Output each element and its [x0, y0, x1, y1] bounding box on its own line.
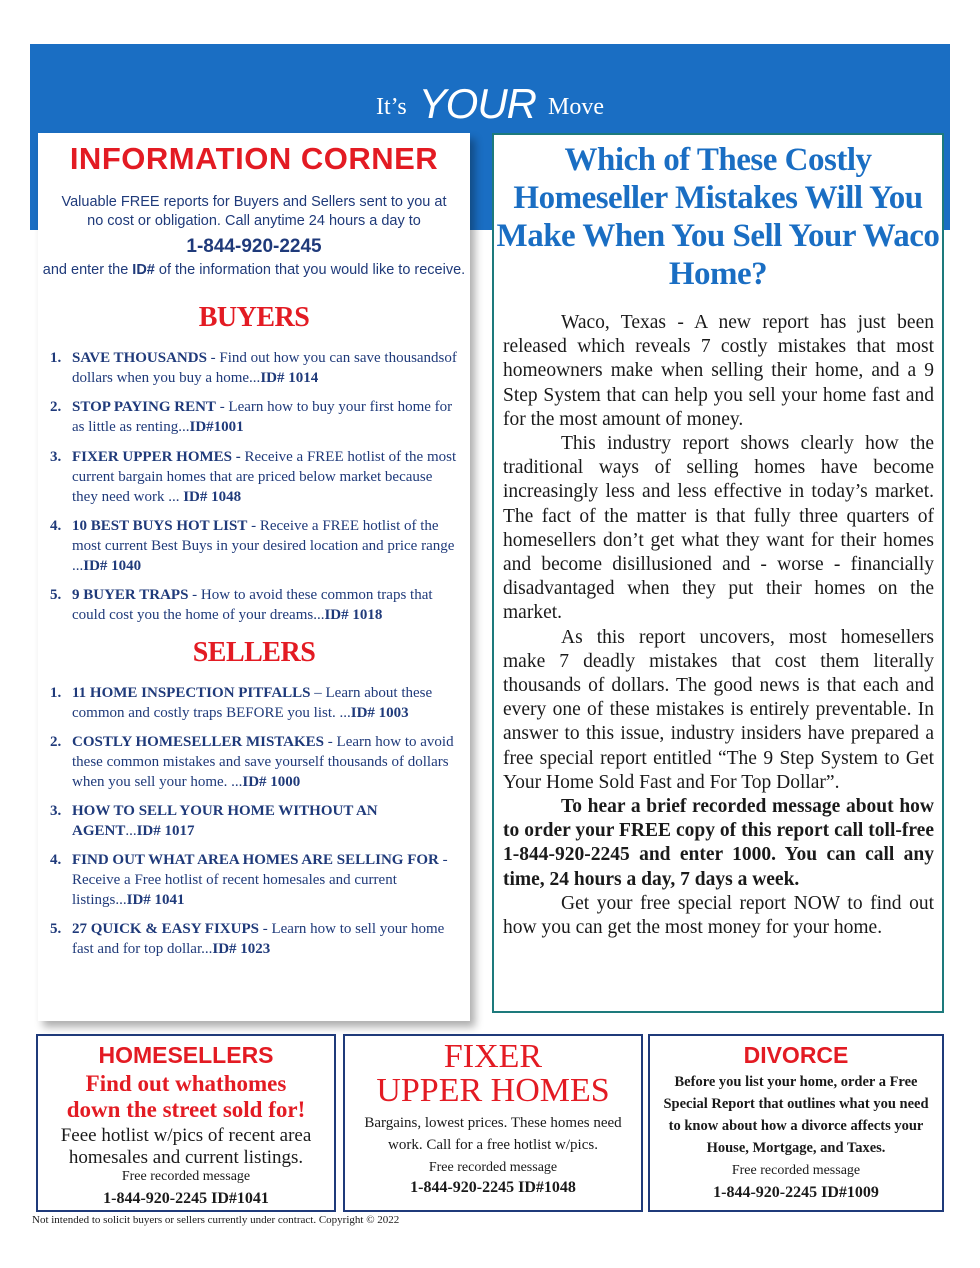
divorce-recorded-message: Free recorded message [731, 1163, 861, 1178]
info-corner-title: INFORMATION CORNER [69, 141, 439, 176]
item-id: ID#1001 [189, 419, 244, 435]
homesellers-line2: down the street sold for! [66, 1097, 306, 1122]
fixer-phone: 1-844-920-2245 ID#1048 [410, 1179, 576, 1196]
item-id: ID# 1023 [212, 941, 271, 957]
item-title: STOP PAYING RENT [72, 399, 216, 415]
item-text: - Receive a FREE hotlist of the most current Best Buys in your desired location and price range ... [72, 518, 455, 574]
item-text: - How to avoid these common traps that could cost you the home of your dreams... [72, 587, 433, 623]
item-number: 2. [50, 399, 62, 415]
item-title: 27 QUICK & EASY FIXUPS [72, 921, 259, 937]
item-number: 1. [50, 350, 62, 366]
fixer-heading-line2: UPPER HOMES [376, 1072, 610, 1109]
item-title: COSTLY HOMESELLER MISTAKES [72, 734, 325, 750]
article-panel [492, 133, 944, 1013]
article-paragraph: Get your free special report NOW to find out how you can get the most money for your home. [503, 892, 934, 939]
homesellers-line1: Find out whathomes [85, 1071, 287, 1096]
seller-item [50, 683, 460, 723]
buyers-list [38, 348, 470, 625]
item-text: - Learn how to avoid these common mistakes and save yourself thousands of dollars when you sell your home. ... [72, 734, 454, 790]
fixer-heading-line1: FIXER [443, 1038, 543, 1075]
item-number: 4. [50, 518, 62, 534]
item-number: 2. [50, 734, 62, 750]
divorce-phone: 1-844-920-2245 ID#1009 [713, 1184, 879, 1201]
tagline-emphasis: YOUR [418, 80, 537, 127]
article-paragraph: This industry report shows clearly how the traditional ways of selling homes have become increasingly less and less effective in today’s market. The fact of the matter is that fully three quarters of homesellers don’t get what they want for their homes and become disillusioned and - worse - financially disadvantaged when they put their homes on the market. [503, 433, 934, 624]
tagline [0, 76, 980, 127]
buyer-item [50, 348, 460, 388]
item-text: ... [125, 823, 137, 839]
article-body [503, 311, 934, 940]
seller-item [50, 850, 460, 910]
buyers-heading: BUYERS [198, 302, 310, 333]
sellers-heading: SELLERS [192, 637, 316, 668]
fixer-upper-box [343, 1034, 643, 1212]
item-number: 3. [50, 803, 62, 819]
item-id: ID# 1003 [350, 705, 409, 721]
item-title: FIXER UPPER HOMES - [72, 449, 245, 465]
item-text: - Find out how you can save thousandsof dollars when you buy a home... [72, 350, 457, 386]
fixer-recorded-message: Free recorded message [428, 1160, 558, 1175]
enter-bold: ID# [132, 262, 155, 278]
item-number: 4. [50, 852, 62, 868]
divorce-box [648, 1034, 944, 1212]
item-id: ID# 1017 [136, 823, 195, 839]
seller-item [50, 801, 460, 841]
information-corner-panel [38, 133, 470, 1021]
homesellers-recorded-message: Free recorded message [121, 1169, 251, 1184]
item-title: FIND OUT WHAT AREA HOMES ARE SELLING FOR [72, 852, 439, 868]
item-number: 5. [50, 587, 62, 603]
info-enter-instructions [38, 262, 470, 278]
item-id: ID# 1041 [126, 892, 185, 908]
item-title: 9 BUYER TRAPS [72, 587, 189, 603]
enter-pre: and enter the [42, 262, 129, 278]
item-title: 11 HOME INSPECTION PITFALLS [72, 685, 311, 701]
info-intro-text: Valuable FREE reports for Buyers and Sellers sent to you at no cost or obligation. Call anytime 24 hours a day to [61, 194, 447, 229]
homesellers-phone: 1-844-920-2245 ID#1041 [103, 1190, 269, 1207]
buyer-item [50, 585, 460, 625]
seller-item [50, 919, 460, 959]
sellers-list [38, 683, 470, 959]
item-id: ID# 1018 [324, 607, 383, 623]
article-paragraph: As this report uncovers, most homesellers make 7 deadly mistakes that cost them literally thousands of dollars. The good news is that each and every one of these mistakes is entirely preventable. In answer to this issue, industry insiders have prepared a free special report entitled “The 9 Step System to Get Your Home Sold Fast and For Top Dollar”. [503, 626, 934, 793]
tagline-pre: It’s [375, 94, 407, 120]
item-id: ID# 1000 [242, 774, 301, 790]
item-id: ID# 1014 [260, 370, 319, 386]
item-title: 10 BEST BUYS HOT LIST [72, 518, 248, 534]
divorce-heading: DIVORCE [743, 1042, 849, 1068]
item-text: - Learn how to buy your first home for as little as renting... [72, 399, 453, 435]
item-text: Receive a FREE hotlist of the most current bargain homes that are priced below market because they need work ... [72, 449, 457, 505]
fixer-body: Bargains, lowest prices. These homes need work. Call for a free hotlist w/pics. [364, 1115, 622, 1153]
buyer-item [50, 516, 460, 576]
item-id: ID# 1040 [83, 558, 142, 574]
item-text: - Learn how to sell your home fast and for top dollar... [72, 921, 445, 957]
buyer-item [50, 447, 460, 507]
seller-item [50, 732, 460, 792]
article-headline: Which of These Costly Homeseller Mistakes Will You Make When You Sell Your Waco Home? [496, 142, 940, 292]
article-paragraph: Waco, Texas - A new report has just been released which reveals 7 costly mistakes that most homeowners make when selling their home, and a 9 Step System that can help you sell your home fast and for the most amount of money. [503, 312, 934, 430]
article-call-to-action: To hear a brief recorded message about how to order your FREE copy of this report call toll-free 1-844-920-2245 and enter 1000. You can call any time, 24 hours a day, 7 days a week. [503, 796, 934, 890]
tagline-post: Move [548, 94, 605, 120]
item-number: 3. [50, 449, 62, 465]
item-title: SAVE THOUSANDS [72, 350, 207, 366]
homesellers-heading: HOMESELLERS [98, 1042, 274, 1068]
item-text: - Receive a Free hotlist of recent homesales and current listings... [72, 852, 448, 908]
buyer-item [50, 397, 460, 437]
item-number: 1. [50, 685, 62, 701]
homesellers-box [36, 1034, 336, 1212]
enter-post: of the information that you would like to receive. [158, 262, 466, 278]
footer-disclaimer: Not intended to solicit buyers or sellers currently under contract. Copyright © 2022 [32, 1214, 400, 1226]
item-number: 5. [50, 921, 62, 937]
homesellers-body: Feee hotlist w/pics of recent area homesales and current listings. [60, 1125, 312, 1168]
item-id: ID# 1048 [183, 489, 242, 505]
item-text: – Learn about these common and costly traps BEFORE you list. ... [72, 685, 433, 721]
divorce-body: Before you list your home, order a Free Special Report that outlines what you need to know about how a divorce affects your House, Mortgage, and Taxes. [663, 1074, 929, 1156]
item-title: HOW TO SELL YOUR HOME WITHOUT AN AGENT [72, 803, 378, 839]
info-phone-number: 1-844-920-2245 [186, 236, 322, 257]
